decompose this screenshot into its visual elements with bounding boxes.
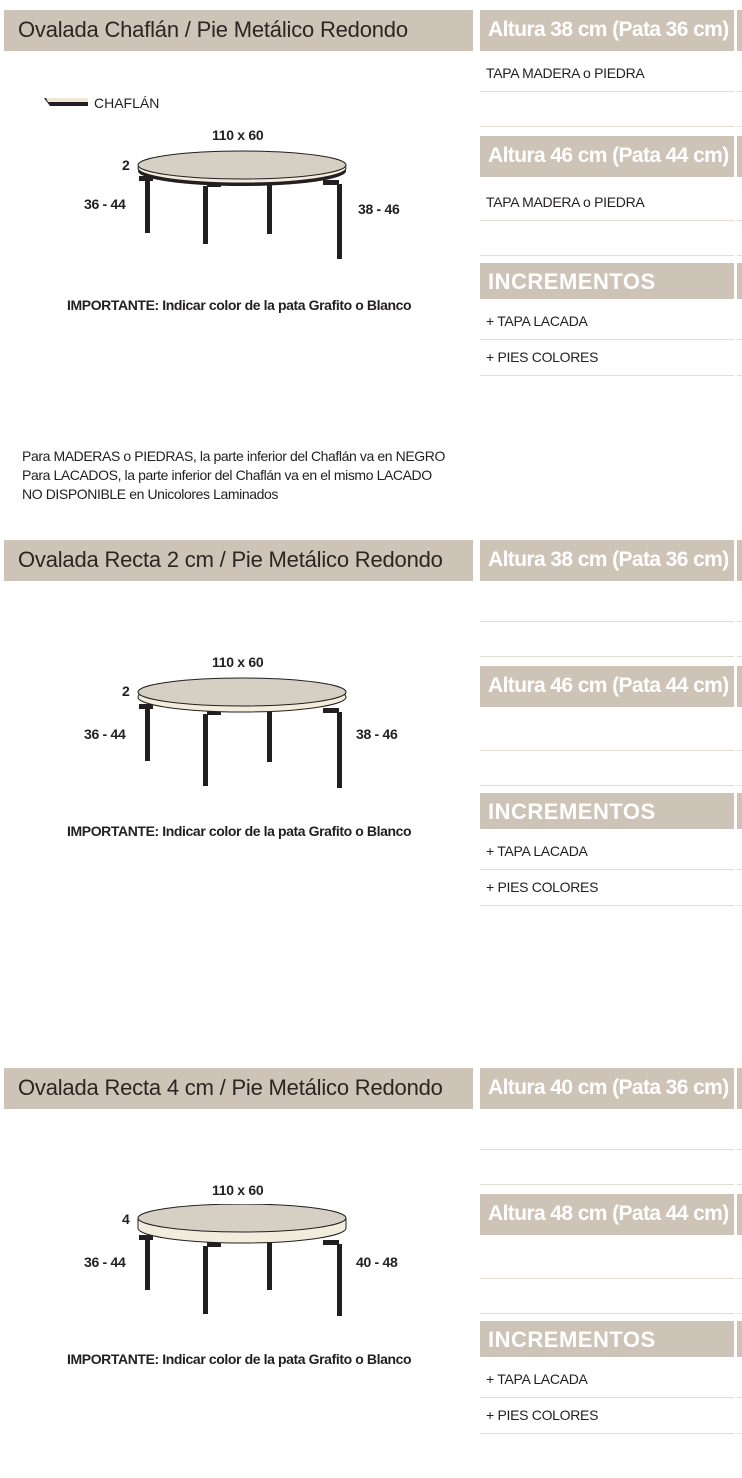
note-line: Para LACADOS, la parte inferior del Chaflán va en el mismo LACADO	[22, 467, 432, 483]
table-row	[480, 588, 734, 622]
oval-table-recta-4-diagram	[130, 1204, 360, 1320]
height-header	[480, 1194, 734, 1235]
row-stub	[737, 342, 742, 376]
row-stub	[737, 836, 742, 870]
row-stub	[737, 187, 742, 221]
table-row	[480, 58, 734, 92]
increment-label: + TAPA LACADA	[486, 843, 588, 859]
increments-label: INCREMENTOS	[488, 269, 656, 294]
header-stub	[737, 263, 742, 299]
header-stub	[737, 1194, 742, 1235]
height-header	[480, 666, 734, 707]
chaflan-legend-label: CHAFLÁN	[94, 95, 160, 111]
increments-label: INCREMENTOS	[488, 799, 656, 824]
height-header-label: Altura 46 cm (Pata 44 cm)	[488, 144, 729, 167]
table-row	[480, 222, 734, 256]
table-row	[480, 1280, 734, 1314]
height-right-label: 38 - 46	[356, 726, 398, 742]
row-stub	[737, 1364, 742, 1398]
table-row	[480, 93, 734, 127]
section-title-bar	[4, 1068, 473, 1109]
table-row	[480, 1400, 734, 1434]
price-table	[480, 10, 742, 380]
note-line: Para MADERAS o PIEDRAS, la parte inferior del Chaflán va en NEGRO	[22, 448, 445, 464]
height-header-label: Altura 40 cm (Pata 36 cm)	[488, 1076, 729, 1099]
height-right-label: 38 - 46	[358, 201, 400, 217]
height-header	[480, 540, 734, 581]
height-header-label: Altura 38 cm (Pata 36 cm)	[488, 18, 729, 41]
header-stub	[737, 1321, 742, 1357]
oval-table-recta-2-diagram	[130, 676, 360, 792]
height-left-label: 36 - 44	[84, 1254, 126, 1270]
table-row	[480, 342, 734, 376]
increment-label: + PIES COLORES	[486, 1407, 599, 1423]
table-row	[480, 306, 734, 340]
table-row	[480, 717, 734, 751]
chaflan-swatch-icon	[44, 94, 88, 110]
table-row	[480, 1364, 734, 1398]
important-note: IMPORTANTE: Indicar color de la pata Grafito o Blanco	[67, 1351, 412, 1367]
table-row	[480, 872, 734, 906]
height-header-label: Altura 46 cm (Pata 44 cm)	[488, 674, 729, 697]
row-stub	[737, 1151, 742, 1185]
section-ovalada-chaflan	[0, 0, 742, 530]
dimension-label: 110 x 60	[212, 127, 264, 143]
height-right-label: 40 - 48	[356, 1254, 398, 1270]
important-note: IMPORTANTE: Indicar color de la pata Grafito o Blanco	[67, 823, 412, 839]
section-ovalada-recta-4	[0, 1058, 742, 1478]
row-stub	[737, 1280, 742, 1314]
table-row	[480, 187, 734, 221]
note-line: NO DISPONIBLE en Unicolores Laminados	[22, 486, 278, 502]
row-label: TAPA MADERA o PIEDRA	[486, 65, 645, 81]
row-stub	[737, 306, 742, 340]
table-row	[480, 836, 734, 870]
increments-header	[480, 793, 734, 829]
section-ovalada-recta-2	[0, 530, 742, 1060]
row-stub	[737, 588, 742, 622]
table-row	[480, 623, 734, 657]
increment-label: + TAPA LACADA	[486, 313, 588, 329]
increments-header	[480, 1321, 734, 1357]
increments-label: INCREMENTOS	[488, 1327, 656, 1352]
header-stub	[737, 1068, 742, 1109]
height-header	[480, 10, 734, 51]
row-stub	[737, 1400, 742, 1434]
header-stub	[737, 793, 742, 829]
increments-header	[480, 263, 734, 299]
row-stub	[737, 1116, 742, 1150]
height-left-label: 36 - 44	[84, 726, 126, 742]
row-stub	[737, 623, 742, 657]
dimension-label: 110 x 60	[212, 1182, 264, 1198]
thickness-label: 2	[122, 157, 130, 173]
row-stub	[737, 58, 742, 92]
oval-table-chaflan-diagram	[130, 148, 360, 264]
height-header	[480, 1068, 734, 1109]
increment-label: + PIES COLORES	[486, 879, 599, 895]
dimension-label: 110 x 60	[212, 654, 264, 670]
header-stub	[737, 540, 742, 581]
thickness-label: 4	[122, 1211, 130, 1227]
section-title: Ovalada Recta 2 cm / Pie Metálico Redondo	[18, 547, 443, 572]
important-note: IMPORTANTE: Indicar color de la pata Grafito o Blanco	[67, 297, 412, 313]
section-title-bar	[4, 10, 473, 51]
row-stub	[737, 1245, 742, 1279]
height-header	[480, 136, 734, 177]
table-row	[480, 1116, 734, 1150]
section-title: Ovalada Chaflán / Pie Metálico Redondo	[18, 17, 408, 42]
row-stub	[737, 717, 742, 751]
row-stub	[737, 93, 742, 127]
row-stub	[737, 222, 742, 256]
section-title-bar	[4, 540, 473, 581]
increment-label: + PIES COLORES	[486, 349, 599, 365]
row-stub	[737, 872, 742, 906]
table-row	[480, 1151, 734, 1185]
height-header-label: Altura 48 cm (Pata 44 cm)	[488, 1202, 729, 1225]
height-left-label: 36 - 44	[84, 196, 126, 212]
price-table	[480, 540, 742, 910]
section-title: Ovalada Recta 4 cm / Pie Metálico Redondo	[18, 1075, 443, 1100]
row-stub	[737, 752, 742, 786]
header-stub	[737, 10, 742, 51]
table-row	[480, 752, 734, 786]
table-row	[480, 1245, 734, 1279]
increment-label: + TAPA LACADA	[486, 1371, 588, 1387]
height-header-label: Altura 38 cm (Pata 36 cm)	[488, 548, 729, 571]
row-label: TAPA MADERA o PIEDRA	[486, 194, 645, 210]
thickness-label: 2	[122, 683, 130, 699]
header-stub	[737, 666, 742, 707]
price-table	[480, 1068, 742, 1438]
header-stub	[737, 136, 742, 177]
